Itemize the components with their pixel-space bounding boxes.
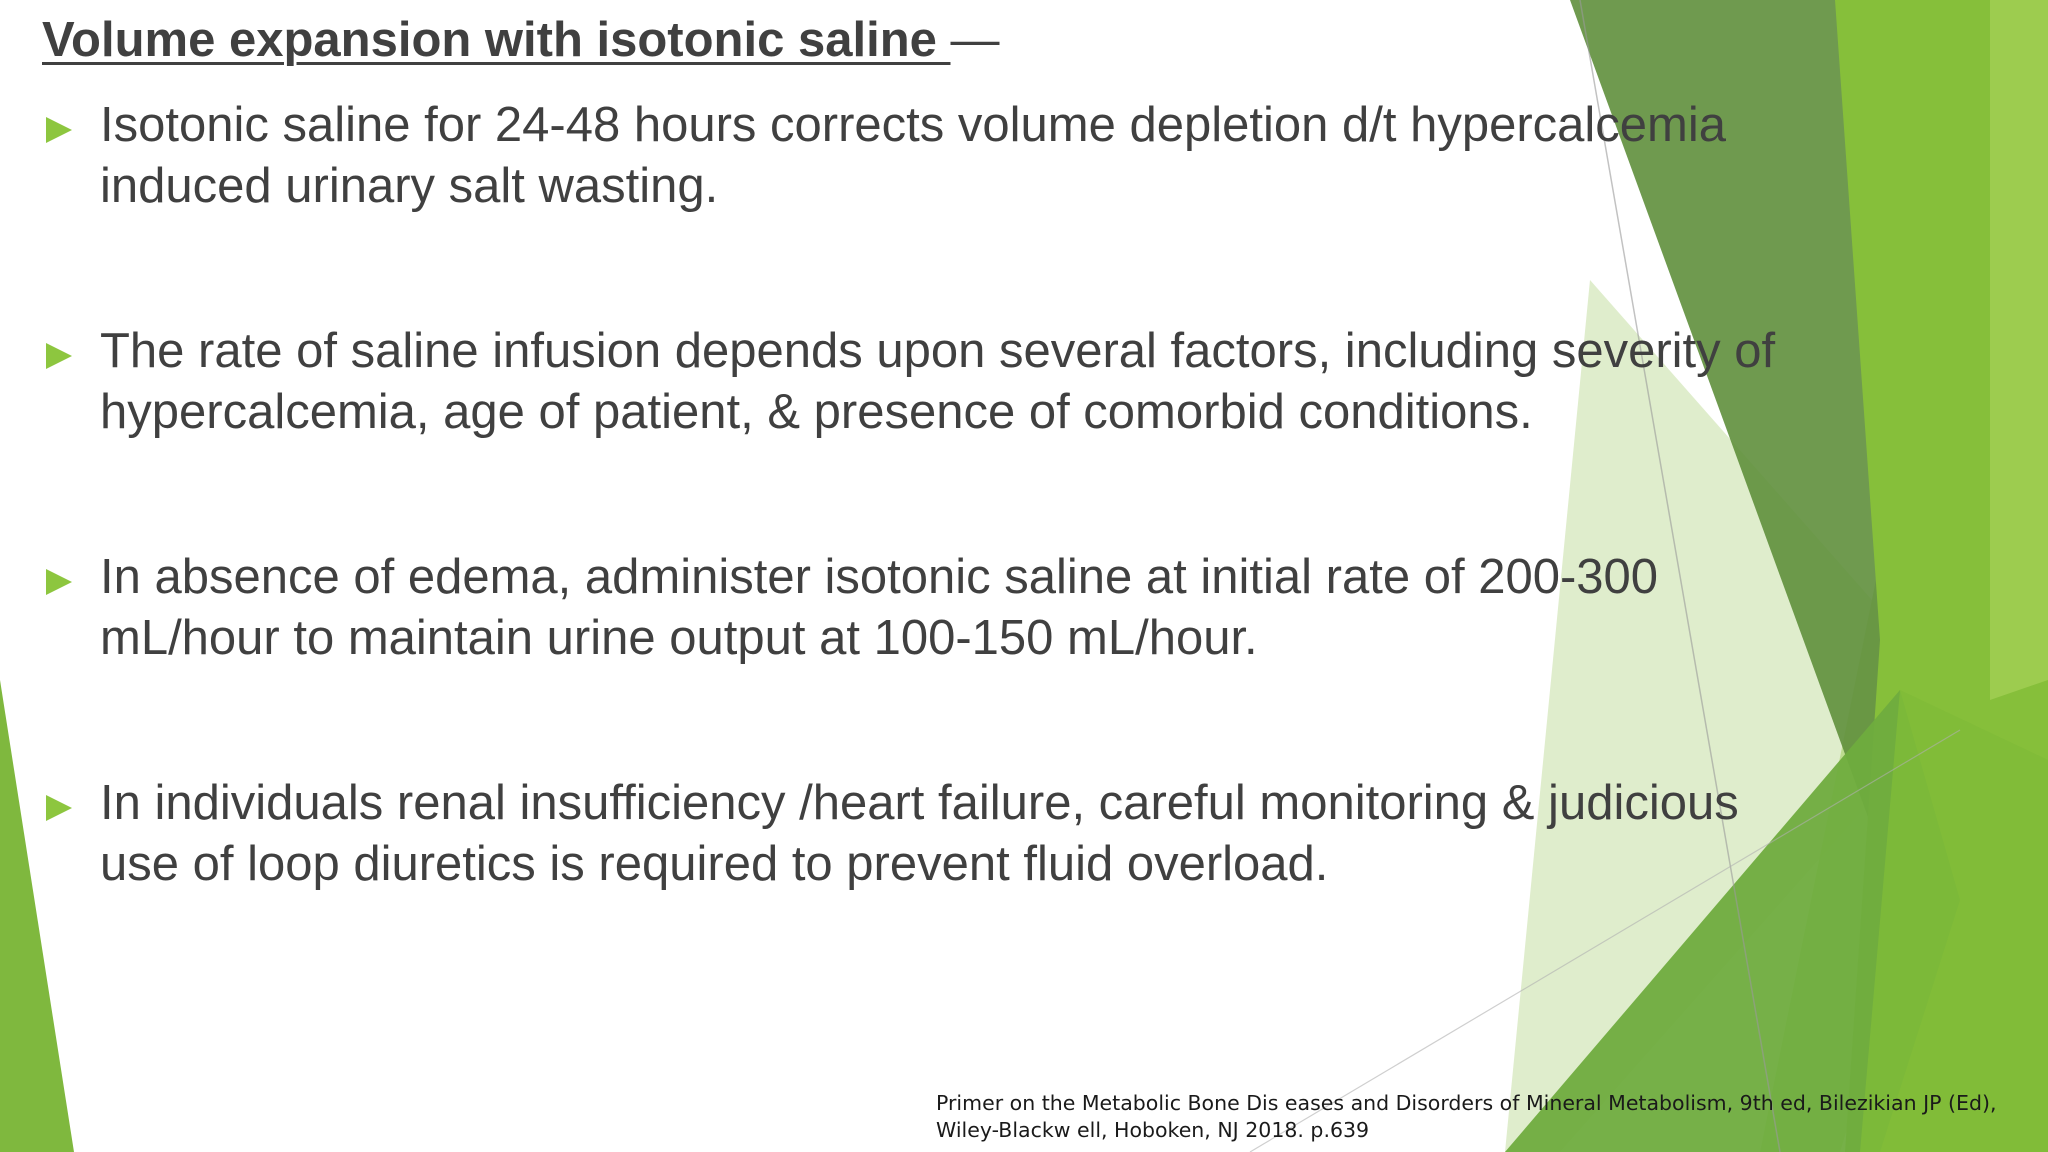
bullet-3-line-2: mL/hour to maintain urine output at 100-150 mL/hour. — [100, 611, 1258, 665]
slide-title-text: Volume expansion with isotonic saline — [42, 13, 951, 67]
bullet-1-line-2: induced urinary salt wasting. — [100, 159, 719, 213]
slide-title — [42, 10, 1000, 70]
bullet-4-line-2: use of loop diuretics is required to prevent fluid overload. — [100, 837, 1329, 891]
bullet-3-line-1: In absence of edema, administer isotonic saline at initial rate of 200-300 — [100, 550, 1659, 604]
triangle-bullet-icon — [44, 115, 74, 145]
bullet-3-text — [100, 547, 1900, 669]
bullet-4-line-1: In individuals renal insufficiency /heart failure, careful monitoring & judicious — [100, 776, 1739, 830]
citation-line-2: Wiley-Blackw ell, Hoboken, NJ 2018. p.639 — [936, 1118, 1370, 1142]
bullet-2-text — [100, 321, 1900, 443]
bullet-1-line-1: Isotonic saline for 24-48 hours corrects volume depletion d/t hypercalcemia — [100, 98, 1726, 152]
triangle-bullet-icon — [44, 341, 74, 371]
bullet-1-text — [100, 95, 1900, 217]
triangle-bullet-icon — [44, 567, 74, 597]
triangle-bullet-icon — [44, 793, 74, 823]
citation-line-1: Primer on the Metabolic Bone Dis eases and Disorders of Mineral Metabolism, 9th ed, Bilezikian JP (Ed), — [936, 1091, 1997, 1115]
title-dash: — — [950, 13, 1000, 67]
bullet-4-text — [100, 773, 1900, 895]
bullet-2-line-1: The rate of saline infusion depends upon several factors, including severity of — [100, 324, 1776, 378]
citation — [936, 1090, 2036, 1144]
bullet-2-line-2: hypercalcemia, age of patient, & presence of comorbid conditions. — [100, 385, 1533, 439]
